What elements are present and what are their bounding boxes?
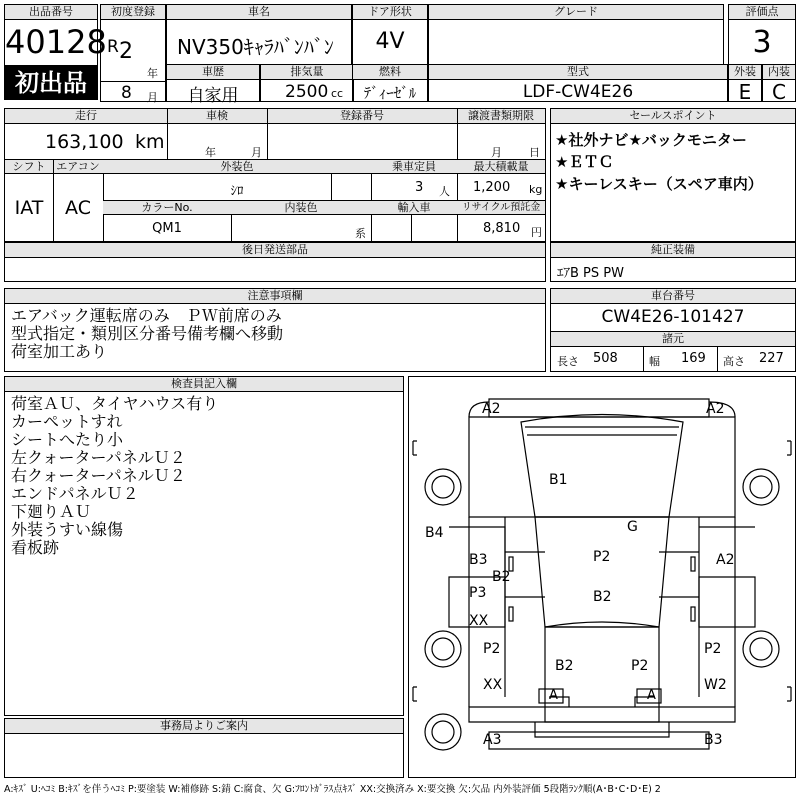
inspector-line: 荷室ＡＵ、タイヤハウス有り bbox=[11, 394, 219, 413]
displacement-box bbox=[260, 64, 354, 102]
damage-mark: A2 bbox=[706, 401, 725, 417]
damage-mark: A2 bbox=[482, 401, 501, 417]
exterior-grade: E bbox=[738, 80, 752, 104]
year-unit: 年 bbox=[147, 67, 158, 80]
plate-label: 登録番号 bbox=[267, 109, 457, 124]
inspection-month-unit: 月 bbox=[251, 146, 262, 159]
capacity-label: 乗車定員 bbox=[371, 160, 457, 174]
type-label: 型式 bbox=[429, 65, 727, 80]
first-registration-box bbox=[100, 4, 166, 102]
interior-color-unit: 系 bbox=[355, 227, 366, 240]
height-label: 高さ bbox=[723, 355, 745, 368]
lot-number: 40128 bbox=[5, 23, 107, 61]
history-box bbox=[166, 64, 260, 106]
length-value: 508 bbox=[593, 351, 618, 366]
vehicle-outline bbox=[409, 377, 795, 777]
month-unit: 月 bbox=[147, 91, 158, 104]
damage-mark: B3 bbox=[704, 732, 723, 748]
reg-month: 8 bbox=[121, 83, 132, 103]
parts-box bbox=[4, 242, 546, 282]
sales-points-label: セールスポイント bbox=[551, 109, 795, 124]
damage-mark: B1 bbox=[549, 472, 568, 488]
history-value: 自家用 bbox=[187, 86, 239, 106]
interior-label: 内装 bbox=[763, 65, 795, 80]
parts-label: 後日発送部品 bbox=[5, 243, 545, 258]
damage-mark: W2 bbox=[704, 677, 727, 693]
damage-mark: XX bbox=[469, 613, 489, 629]
inspector-line: 外装うすい線傷 bbox=[11, 520, 124, 539]
type-box bbox=[428, 64, 728, 102]
type-value: LDF-CW4E26 bbox=[522, 82, 634, 102]
grade-label: グレード bbox=[429, 5, 723, 20]
transfer-month-unit: 月 bbox=[491, 146, 502, 159]
lot-number-label: 出品番号 bbox=[5, 5, 97, 20]
recycle-unit: 円 bbox=[531, 226, 542, 239]
inspector-line: 下廻りＡＵ bbox=[11, 502, 92, 521]
damage-mark: P2 bbox=[704, 641, 722, 657]
fuel-value: ﾃﾞｨｰｾﾞﾙ bbox=[363, 84, 417, 102]
import-label: 輸入車 bbox=[371, 201, 457, 215]
color-no-label: カラーNo. bbox=[103, 201, 231, 215]
damage-mark: B2 bbox=[555, 658, 574, 674]
sales-point-item: ★社外ナビ★バックモニター bbox=[555, 131, 747, 149]
grade-box bbox=[428, 4, 724, 66]
damage-mark: A bbox=[549, 688, 558, 703]
reg-year: 2 bbox=[119, 39, 133, 64]
ac-label: エアコン bbox=[53, 160, 103, 174]
interior-grade-box bbox=[762, 64, 796, 102]
notes-label: 注意事項欄 bbox=[5, 289, 545, 304]
damage-mark: G bbox=[627, 519, 638, 535]
model-box bbox=[166, 4, 352, 66]
damage-mark: A3 bbox=[483, 732, 502, 748]
door-label: ドア形状 bbox=[353, 5, 427, 20]
legend: A:ｷｽﾞ U:ﾍｺﾐ B:ｷｽﾞを伴うﾍｺﾐ P:要塗装 W:補修跡 S:錆 C:腐食、欠 G:ﾌﾛﾝﾄｶﾞﾗｽ点ｷｽﾞ XX:交換済み X:要交換 欠:欠品 内外装評価 5段階ﾗﾝｸ順(A･B･C･D･E) 2 bbox=[4, 784, 661, 795]
inspector-line: エンドパネルＵ２ bbox=[11, 484, 139, 503]
damage-mark: XX bbox=[483, 677, 503, 693]
equipment-value: ｴｱB PS PW bbox=[557, 266, 624, 281]
mileage-label: 走行 bbox=[5, 109, 167, 124]
shift-value: IAT bbox=[14, 197, 44, 219]
score-label: 評価点 bbox=[729, 5, 795, 20]
notes-box bbox=[4, 288, 546, 372]
damage-mark: P2 bbox=[483, 641, 501, 657]
transfer-day-unit: 日 bbox=[529, 146, 540, 159]
ac-value: AC bbox=[65, 197, 91, 219]
inspector-line: シートへたり小 bbox=[11, 430, 124, 449]
inspector-line: 右クォーターパネルＵ２ bbox=[11, 466, 186, 485]
dims-label: 諸元 bbox=[551, 332, 795, 347]
door-box bbox=[352, 4, 428, 66]
damage-mark: B2 bbox=[492, 569, 511, 585]
model-label: 車名 bbox=[167, 5, 351, 20]
notes-line: 型式指定・類別区分番号備考欄へ移動 bbox=[11, 324, 284, 343]
specs-block bbox=[4, 108, 546, 242]
damage-mark: B3 bbox=[469, 552, 488, 568]
interior-color-label: 内装色 bbox=[231, 201, 371, 215]
score-value: 3 bbox=[752, 25, 772, 60]
score-box bbox=[728, 4, 796, 66]
fuel-box bbox=[352, 64, 428, 102]
interior-grade: C bbox=[772, 80, 786, 104]
inspector-box bbox=[4, 376, 404, 716]
transfer-label: 譲渡書類期限 bbox=[457, 109, 545, 124]
damage-mark: A2 bbox=[716, 552, 735, 568]
office-label: 事務局よりご案内 bbox=[5, 719, 403, 734]
damage-mark: A bbox=[647, 688, 656, 703]
inspection-label: 車検 bbox=[167, 109, 267, 124]
damage-mark: P2 bbox=[593, 549, 611, 565]
history-label: 車歴 bbox=[167, 65, 259, 80]
inspector-line: 左クォーターパネルＵ２ bbox=[11, 448, 186, 467]
sales-point-item: ★キーレスキー（スペア車内） bbox=[555, 175, 763, 193]
displacement-unit: cc bbox=[331, 87, 344, 100]
office-box bbox=[4, 718, 404, 778]
width-value: 169 bbox=[681, 351, 706, 366]
color-value: ｼﾛ bbox=[230, 184, 244, 199]
damage-mark: P2 bbox=[631, 658, 649, 674]
damage-diagram bbox=[408, 376, 796, 778]
inspector-line: 看板跡 bbox=[11, 538, 60, 557]
door-type: 4V bbox=[375, 29, 405, 54]
exterior-label: 外装 bbox=[729, 65, 761, 80]
mileage-unit: km bbox=[135, 131, 165, 153]
length-label: 長さ bbox=[557, 355, 579, 368]
shift-label: シフト bbox=[5, 160, 53, 174]
chassis-box bbox=[550, 288, 796, 372]
height-value: 227 bbox=[759, 351, 784, 366]
equipment-label: 純正装備 bbox=[551, 243, 795, 258]
load-value: 1,200 bbox=[473, 180, 511, 195]
mileage-value: 163,100 bbox=[45, 131, 124, 153]
inspector-line: カーペットすれ bbox=[11, 412, 123, 431]
capacity-unit: 人 bbox=[439, 185, 450, 198]
load-label: 最大積載量 bbox=[457, 160, 545, 174]
recycle-label: リサイクル預託金 bbox=[457, 201, 545, 215]
first-registration-label: 初度登録 bbox=[101, 5, 165, 20]
sales-point-item: ★ＥＴＣ bbox=[555, 153, 614, 171]
load-unit: kg bbox=[529, 183, 543, 196]
exterior-grade-box bbox=[728, 64, 762, 102]
chassis-label: 車台番号 bbox=[551, 289, 795, 304]
fuel-label: 燃料 bbox=[353, 65, 427, 80]
damage-mark: B2 bbox=[593, 589, 612, 605]
model-name: NV350ｷｬﾗﾊﾞﾝﾊﾞﾝ bbox=[177, 35, 334, 59]
color-label: 外装色 bbox=[103, 160, 371, 174]
chassis-number: CW4E26-101427 bbox=[601, 307, 745, 327]
width-label: 幅 bbox=[649, 355, 660, 368]
displacement-value: 2500 bbox=[285, 82, 329, 102]
lot-number-box bbox=[4, 4, 107, 66]
displacement-label: 排気量 bbox=[261, 65, 353, 80]
sales-points-box bbox=[550, 108, 796, 242]
capacity-value: 3 bbox=[415, 180, 424, 195]
notes-line: 荷室加工あり bbox=[11, 342, 108, 361]
era: R bbox=[107, 37, 119, 57]
notes-line: エアバック運転席のみ ＰＷ前席のみ bbox=[11, 306, 282, 325]
damage-mark: P3 bbox=[469, 585, 487, 601]
inspector-label: 検査員記入欄 bbox=[5, 377, 403, 392]
damage-mark: B4 bbox=[425, 525, 444, 541]
equipment-box bbox=[550, 242, 796, 282]
color-no-value: QM1 bbox=[152, 221, 182, 236]
recycle-value: 8,810 bbox=[483, 221, 521, 236]
first-listing-badge: 初出品 bbox=[4, 66, 98, 100]
inspection-year-unit: 年 bbox=[205, 146, 216, 159]
